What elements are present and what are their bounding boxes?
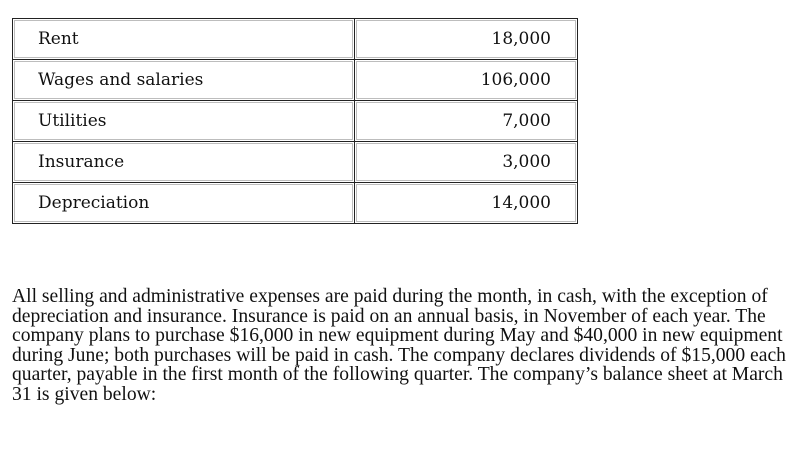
expense-label-utilities: Utilities [13, 101, 355, 142]
expense-label-rent: Rent [13, 19, 355, 60]
table-row [13, 183, 578, 224]
expense-label-depreciation: Depreciation [13, 183, 355, 224]
expense-amount-depreciation: 14,000 [355, 183, 578, 224]
table-row [13, 142, 578, 183]
expense-label-insurance: Insurance [13, 142, 355, 183]
body-paragraph: All selling and administrative expenses are paid during the month, in cash, with the exception of depreciation and insurance. Insurance is paid on an annual basis, in November of each year. The company plans to purchase $16,000 in new equipment during May and $40,000 in new equipment during June; both purchases will be paid in cash. The company declares dividends of $15,000 each quarter, payable in the first month of the following quarter. The company’s balance sheet at March 31 is given below: [12, 286, 786, 405]
table-row [13, 60, 578, 101]
expense-amount-rent: 18,000 [355, 19, 578, 60]
expense-amount-insurance: 3,000 [355, 142, 578, 183]
expense-label-wages: Wages and salaries [13, 60, 355, 101]
table-row [13, 101, 578, 142]
expense-amount-wages: 106,000 [355, 60, 578, 101]
expense-amount-utilities: 7,000 [355, 101, 578, 142]
expense-table [12, 18, 578, 224]
table-row [13, 19, 578, 60]
